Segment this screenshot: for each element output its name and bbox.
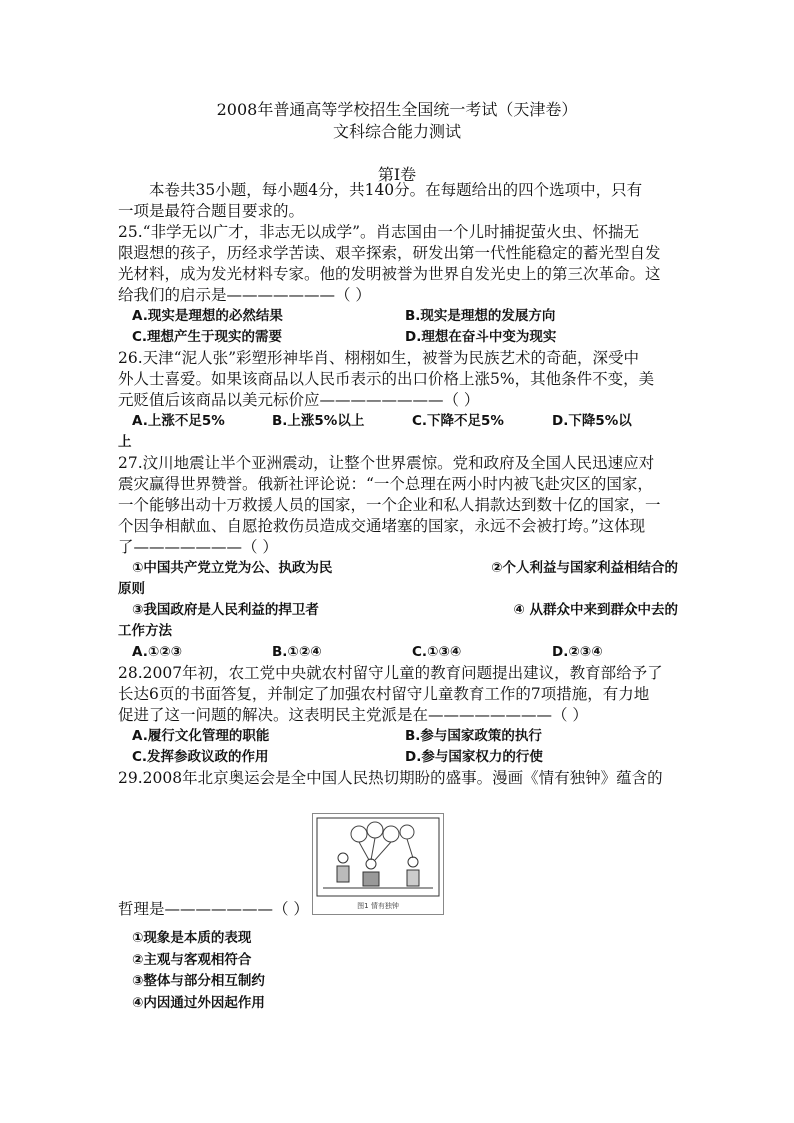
q25-stem: 25.“非学无以广才，非志无以成学”。肖志国由一个儿时捕捉萤火虫、怀揣无 [118,223,640,241]
q28-option-d[interactable]: D.参与国家权力的行使 [405,749,543,765]
q28-option-c[interactable]: C.发挥参政议政的作用 [132,749,269,765]
q25-option-c[interactable]: C.理想产生于现实的需要 [132,329,283,345]
q27-option-d[interactable]: D.②③④ [552,644,603,660]
q26-option-b[interactable]: B.上涨5%以上 [272,413,365,429]
q29-stem-tail: 哲理是———————（ ） [118,900,309,918]
q27-option-c[interactable]: C.①③④ [412,644,462,660]
q27-items [118,600,678,621]
q25-stem: 光材料，成为发光材料专家。他的发明被誉为世界自发光史上的第三次革命。这 [118,265,661,283]
q28-option-b[interactable]: B.参与国家政策的执行 [405,728,542,744]
q29-option-3[interactable]: ③整体与部分相互制约 [132,973,265,989]
q27-items [118,558,678,579]
cartoon-caption: 图1 情有独钟 [357,902,399,910]
q25-option-a[interactable]: A.现实是理想的必然结果 [132,308,283,324]
q28-stem: 促进了这一问题的解决。这表明民主党派是在————————（ ） [118,706,588,724]
cartoon-drawing [313,814,443,914]
q25-stem: 给我们的启示是———————（ ） [118,286,371,304]
q25-option-b[interactable]: B.现实是理想的发展方向 [405,308,556,324]
intro-line: 本卷共35小题，每小题4分，共140分。在每题给出的四个选项中，只有 [149,181,643,199]
q26-stem: 元贬值后该商品以美元标价应————————（ ） [118,391,480,409]
q27-stem: 一个能够出动十万救援人员的国家，一个企业和私人捐款达到数十亿的国家，一 [118,496,661,514]
q27-stem: 27.汶川地震让半个亚洲震动，让整个世界震惊。党和政府及全国人民迅速应对 [118,454,655,472]
q29-option-1[interactable]: ①现象是本质的表现 [132,930,252,946]
q27-option-b[interactable]: B.①②④ [272,644,322,660]
q27-item-4-wrap: 工作方法 [118,623,172,639]
q28-options [118,747,678,768]
cartoon-figure [312,813,444,915]
q28-options [118,726,678,747]
section-heading: 第Ⅰ卷 [377,165,417,184]
q26-options [118,411,678,432]
q29-option-4[interactable]: ④内因通过外因起作用 [132,994,265,1011]
q27-stem: 震灾赢得世界赞誉。俄新社评论说：“一个总理在两小时内被飞赴灾区的国家， [118,475,653,493]
exam-title: 2008年普通高等学校招生全国统一考试（天津卷） [216,100,578,119]
q27-stem: 个因争相献血、自愿抢救伤员造成交通堵塞的国家，永远不会被打垮。”这体现 [118,517,646,535]
intro-line: 一项是最符合题目要求的。 [118,202,305,220]
q27-option-a[interactable]: A.①②③ [132,644,183,660]
q25-options [118,327,678,348]
q27-item-2-wrap: 原则 [118,581,145,597]
q26-option-c[interactable]: C.下降不足5% [412,413,504,429]
q27-stem: 了———————（ ） [118,538,278,556]
q27-item-1: ①中国共产党立党为公、执政为民 [132,560,333,576]
q27-options [118,642,678,663]
q27-item-4: ④ 从群众中来到群众中去的 [513,602,678,618]
q28-stem: 长达6页的书面答复，并制定了加强农村留守儿童教育工作的7项措施，有力地 [118,685,650,703]
q27-item-2: ②个人利益与国家利益相结合的 [491,560,678,576]
q26-stem: 外人士喜爱。如果该商品以人民币表示的出口价格上涨5%，其他条件不变，美 [118,370,655,388]
q25-option-d[interactable]: D.理想在奋斗中变为现实 [405,329,557,345]
q29-options [132,928,265,1014]
q28-option-a[interactable]: A.履行文化管理的职能 [132,728,270,744]
q26-stem: 26.天津“泥人张”彩塑形神毕肖、栩栩如生，被誉为民族艺术的奇葩，深受中 [118,349,640,367]
q27-item-3: ③我国政府是人民利益的捍卫者 [132,602,319,618]
q29-option-2[interactable]: ②主观与客观相符合 [132,951,252,968]
q25-stem: 限遐想的孩子，历经求学苦读、艰辛探索，研发出第一代性能稳定的蓄光型自发 [118,244,661,262]
q29-stem: 29.2008年北京奥运会是全中国人民热切期盼的盛事。漫画《情有独钟》蕴含的 [118,769,663,787]
q26-option-d-wrap: 上 [118,434,132,450]
q25-options [118,306,678,327]
exam-subtitle: 文科综合能力测试 [332,122,461,141]
q26-option-d[interactable]: D.下降5%以 [552,413,632,429]
q26-option-a[interactable]: A.上涨不足5% [132,413,225,429]
questions-body [118,180,678,789]
q28-stem: 28.2007年初，农工党中央就农村留守儿童的教育问题提出建议，教育部给予了 [118,664,663,682]
